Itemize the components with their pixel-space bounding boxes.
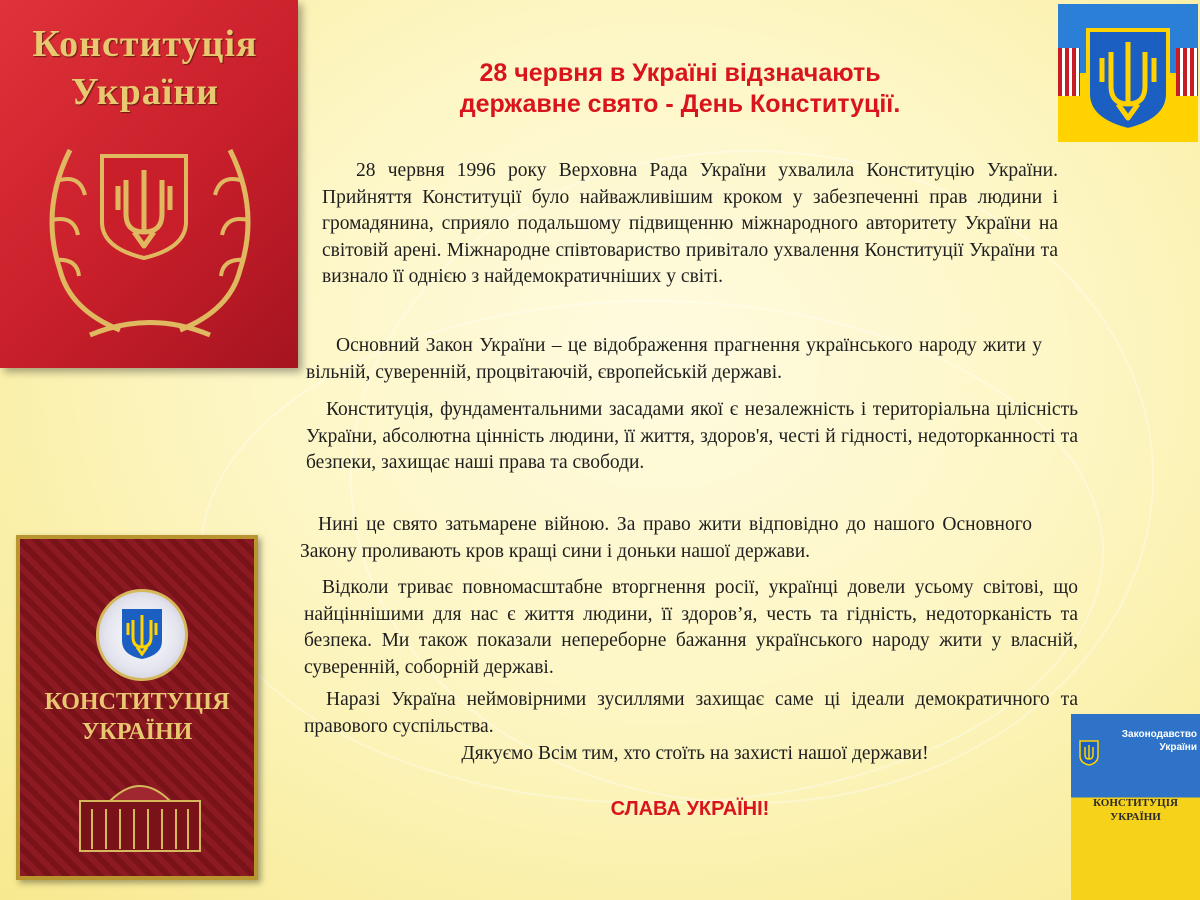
book-title-line2: УКРАЇНИ xyxy=(1110,811,1161,823)
paragraph: Нині це свято затьмарене війною. За право жити відповідно до нашого Основного Закону проливають кров кращі сини і доньки нашої держави. xyxy=(300,514,1032,562)
paragraph: Основний Закон України – це відображення прагнення українського народу жити у вільній, суверенній, процвітаючій, європейській державі. xyxy=(306,335,1042,383)
trident-icon xyxy=(1084,26,1172,134)
book-title-line1: КОНСТИТУЦІЯ xyxy=(1093,797,1178,809)
flag-ornament-icon xyxy=(1058,48,1080,96)
seal xyxy=(96,589,188,681)
trident-icon xyxy=(1079,740,1099,766)
paragraph: Конституція, фундаментальними засадами якої є незалежність і територіальна цілісність України, абсолютна цінність людини, її життя, здоров'я, честі й гідності, недоторканності та безпеки, захищає наші права та свободи. xyxy=(306,399,1078,473)
paragraph: Наразі Україна неймовірними зусиллями захищає саме ці ідеали демократичного та правового суспільства. xyxy=(304,689,1078,737)
parliament-building-icon xyxy=(60,761,220,861)
title-line2: державне свято - День Конституції. xyxy=(459,90,901,118)
flag-ornament-icon xyxy=(1176,48,1198,96)
publisher-line1: Законодавство xyxy=(1121,729,1197,740)
legislation-book xyxy=(1071,714,1200,900)
book-title xyxy=(1079,796,1192,824)
trident-icon xyxy=(120,607,164,661)
thanks-line: Дякуємо Всім тим, хто стоїть на захисті нашої держави! xyxy=(461,743,929,764)
constitution-book-red xyxy=(0,0,298,368)
page-title xyxy=(360,58,1000,120)
closing-slogan: СЛАВА УКРАЇНІ! xyxy=(610,798,770,820)
trident-icon xyxy=(98,152,190,262)
publisher-line2: України xyxy=(1159,742,1197,753)
book-title-line2: УКРАЇНИ xyxy=(81,719,193,745)
publisher-label xyxy=(1099,728,1197,754)
book-title-line1: КОНСТИТУЦІЯ xyxy=(44,689,230,715)
paragraph: 28 червня 1996 року Верховна Рада України ухвалила Конституцію України. Прийняття Конституції було найважливішим кроком у забезпеченні прав людини і громадянина, сприяло подальшому підвищенню міжнародного авторитету України на світовій арені. Міжнародне співтовариство привітало ухвалення Конституції України та визнало її однією з найдемократичніших у світі. xyxy=(322,160,1058,287)
title-line1: 28 червня в Україні відзначають xyxy=(479,59,881,87)
paragraph: Відколи триває повномасштабне вторгнення росії, українці довели усьому світові, що найціннішими для нас є життя людини, її здоров’я, честь та гідність, недоторканість та безпека. Ми також показали непереборне бажання українського народу жити у власній, суверенній, соборній державі. xyxy=(304,577,1078,678)
book-title-line1: Конституція xyxy=(32,23,258,65)
flag-with-coat-of-arms xyxy=(1058,4,1198,142)
constitution-book-maroon xyxy=(16,535,258,880)
book-title-line2: України xyxy=(70,71,220,113)
